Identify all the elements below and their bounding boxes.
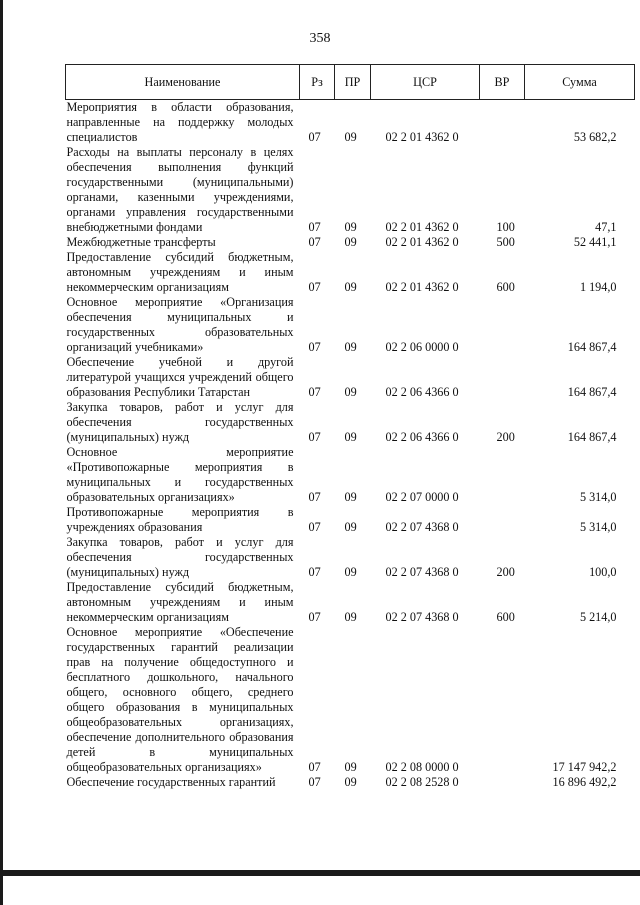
scan-bottom-band [0,870,640,876]
table-row [66,775,635,790]
cell-sum: 16 896 492,2 [552,775,617,789]
table-row [66,400,635,445]
table-row [66,100,635,146]
table-row [66,625,635,775]
cell-name: Предоставление субсидий бюджетным, автономным учреждениям и иным некоммерческим организациям [66,250,294,294]
cell-pr: 09 [344,385,357,399]
header-rz: Рз [300,65,335,100]
cell-name: Межбюджетные трансферты [66,235,216,249]
table-row [66,250,635,295]
cell-sum: 164 867,4 [567,340,617,354]
cell-sum: 164 867,4 [567,385,617,399]
cell-sum: 53 682,2 [573,130,617,144]
scan-left-edge [0,0,3,905]
cell-pr: 09 [344,280,357,294]
cell-rz: 07 [308,760,321,774]
cell-sum: 47,1 [595,220,617,234]
cell-name: Основное мероприятие «Обеспечение государственных гарантий реализации прав на получение общедоступного и бесплатного дошкольного, начального общего, основного общего, среднего общего образования в муниципальных общеобразовательных организациях, обеспечение дополнительного образования детей в муниципальных общеобразовательных организациях» [66,625,294,774]
cell-vr: 600 [496,280,515,294]
cell-pr: 09 [344,220,357,234]
cell-name: Закупка товаров, работ и услуг для обеспечения государственных (муниципальных) нужд [66,535,294,579]
cell-pr: 09 [344,775,357,789]
cell-rz: 07 [308,130,321,144]
header-pr: ПР [335,65,371,100]
cell-pr: 09 [344,235,357,249]
cell-csr: 02 2 01 4362 0 [385,130,459,144]
table-row [66,505,635,535]
cell-rz: 07 [308,430,321,444]
cell-rz: 07 [308,280,321,294]
table-header-row [66,65,635,100]
cell-vr: 200 [496,565,515,579]
cell-vr [480,505,525,535]
cell-vr [480,295,525,355]
cell-pr: 09 [344,520,357,534]
table-row [66,235,635,250]
table-row [66,445,635,505]
budget-table [65,64,635,790]
cell-sum: 52 441,1 [573,235,617,249]
table-body [66,100,635,791]
cell-pr: 09 [344,130,357,144]
cell-pr: 09 [344,430,357,444]
cell-csr: 02 2 01 4362 0 [385,235,459,249]
cell-name: Закупка товаров, работ и услуг для обеспечения государственных (муниципальных) нужд [66,400,294,444]
cell-rz: 07 [308,235,321,249]
cell-name: Мероприятия в области образования, направленные на поддержку молодых специалистов [66,100,294,144]
cell-rz: 07 [308,490,321,504]
cell-name: Противопожарные мероприятия в учреждениях образования [66,505,294,534]
cell-csr: 02 2 06 4366 0 [385,385,459,399]
table-row [66,145,635,235]
cell-vr [480,445,525,505]
cell-vr [480,775,525,790]
cell-sum: 100,0 [589,565,617,579]
cell-vr: 100 [496,220,515,234]
cell-rz: 07 [308,385,321,399]
cell-rz: 07 [308,610,321,624]
cell-csr: 02 2 06 0000 0 [385,340,459,354]
cell-vr: 200 [496,430,515,444]
cell-sum: 5 314,0 [579,520,617,534]
cell-name: Обеспечение государственных гарантий [66,775,276,789]
cell-csr: 02 2 07 4368 0 [385,565,459,579]
cell-rz: 07 [308,340,321,354]
cell-pr: 09 [344,565,357,579]
table-row [66,535,635,580]
cell-name: Предоставление субсидий бюджетным, автономным учреждениям и иным некоммерческим организациям [66,580,294,624]
cell-name: Расходы на выплаты персоналу в целях обеспечения выполнения функций государственными (муниципальными) органами, казенными учреждениями, органами управления государственными внебюджетными фондами [66,145,294,234]
cell-rz: 07 [308,565,321,579]
cell-csr: 02 2 01 4362 0 [385,280,459,294]
table-header [66,65,635,100]
cell-csr: 02 2 07 4368 0 [385,610,459,624]
table-row [66,295,635,355]
cell-name: Основное мероприятие «Организация обеспечения муниципальных и государственных образовательных организаций учебниками» [66,295,294,354]
cell-sum: 1 194,0 [579,280,617,294]
cell-csr: 02 2 07 4368 0 [385,520,459,534]
cell-vr: 500 [496,235,515,249]
cell-vr [480,355,525,400]
cell-pr: 09 [344,490,357,504]
cell-pr: 09 [344,340,357,354]
cell-csr: 02 2 08 2528 0 [385,775,459,789]
cell-csr: 02 2 07 0000 0 [385,490,459,504]
cell-name: Обеспечение учебной и другой литературой учащихся учреждений общего образования Республики Татарстан [66,355,294,399]
table-row [66,580,635,625]
cell-pr: 09 [344,760,357,774]
cell-sum: 5 314,0 [579,490,617,504]
cell-sum: 164 867,4 [567,430,617,444]
header-sum: Сумма [525,65,635,100]
cell-csr: 02 2 08 0000 0 [385,760,459,774]
cell-csr: 02 2 06 4366 0 [385,430,459,444]
table-row [66,355,635,400]
cell-rz: 07 [308,775,321,789]
cell-sum: 5 214,0 [579,610,617,624]
header-name: Наименование [66,65,300,100]
page-number: 358 [309,31,331,46]
cell-csr: 02 2 01 4362 0 [385,220,459,234]
cell-rz: 07 [308,220,321,234]
cell-vr [480,625,525,775]
cell-sum: 17 147 942,2 [552,760,617,774]
header-vr: ВР [480,65,525,100]
cell-vr [480,100,525,146]
cell-name: Основное мероприятие «Противопожарные мероприятия в муниципальных и государственных образовательных организациях» [66,445,294,504]
header-csr: ЦСР [371,65,480,100]
cell-vr: 600 [496,610,515,624]
cell-rz: 07 [308,520,321,534]
cell-pr: 09 [344,610,357,624]
